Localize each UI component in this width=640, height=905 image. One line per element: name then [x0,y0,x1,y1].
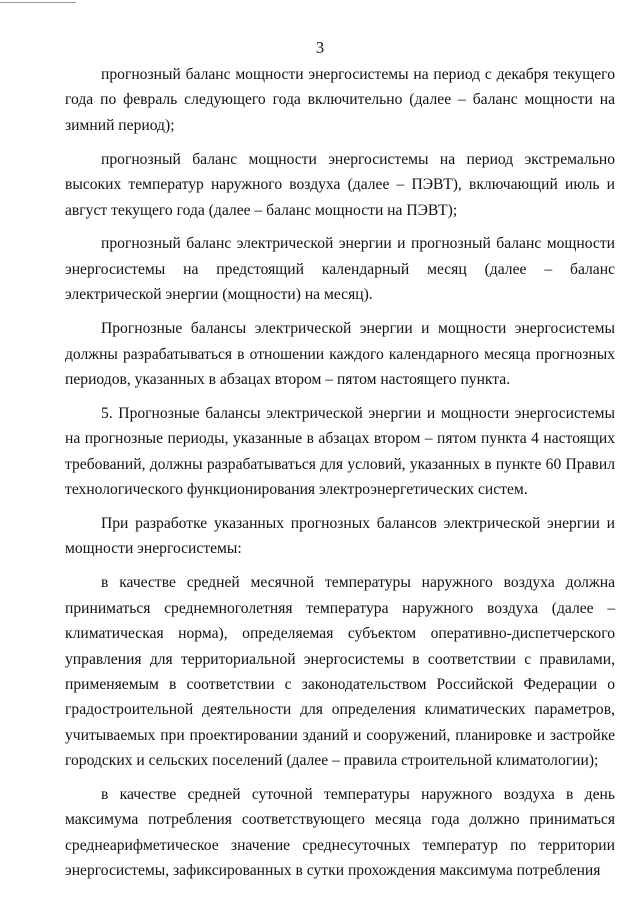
scan-corner-line [0,2,76,3]
paragraph-monthly-requirement: Прогнозные балансы электрической энергии и мощности энергосистемы должны разрабатываться в отношении каждого календарного месяца прогнозных периодов, указанных в абзацах втором – пятом настоящего пункта. [65,320,615,388]
paragraph-pevt-balance: прогнозный баланс мощности энергосистемы на период экстремально высоких температур наружного воздуха (далее – ПЭВТ), включающий июль и август текущего года (далее – баланс мощности на ПЭВТ); [65,150,615,219]
paragraph-winter-balance: прогнозный баланс мощности энергосистемы на период с декабря текущего года по февраль следующего года включительно (далее – баланс мощности на зимний период); [65,66,615,134]
paragraph-monthly-temperature: в качестве средней месячной температуры наружного воздуха должна приниматься среднемноголетняя температура наружного воздуха (далее – климатическая норма), определяемая субъектом оперативно-диспетчерского управления для территориальной энергосистемы в соответствии с правилами, применяемым в соответствии с законодательством Российской Федерации о градостроительной деятельности для определения климатических параметров, учитываемых при проектировании зданий и сооружений, планировке и застройке городских и сельских поселений (далее – правила строительной климатологии); [65,574,615,770]
paragraph-development-conditions: При разработке указанных прогнозных балансов электрической энергии и мощности энергосистемы: [65,515,615,558]
document-body [65,62,615,884]
paragraph-daily-temperature: в качестве средней суточной температуры наружного воздуха в день максимума потребления соответствующего месяца года должно приниматься среднеарифметическое значение среднесуточных температур по территории энергосистемы, зафиксированных в сутки прохождения максимума потребления [65,786,615,880]
paragraph-item-5: 5. Прогнозные балансы электрической энергии и мощности энергосистемы на прогнозные периоды, указанные в абзацах втором – пятом пункта 4 настоящих требований, должны разрабатываться для условий, указанных в пункте 60 Правил технологического функционирования электроэнергетических систем. [65,404,615,499]
paragraph-monthly-balance: прогнозный баланс электрической энергии и прогнозный баланс мощности энергосистемы на предстоящий календарный месяц (далее – баланс электрической энергии (мощности) на месяц). [65,235,615,304]
page-number: 3 [315,38,325,57]
